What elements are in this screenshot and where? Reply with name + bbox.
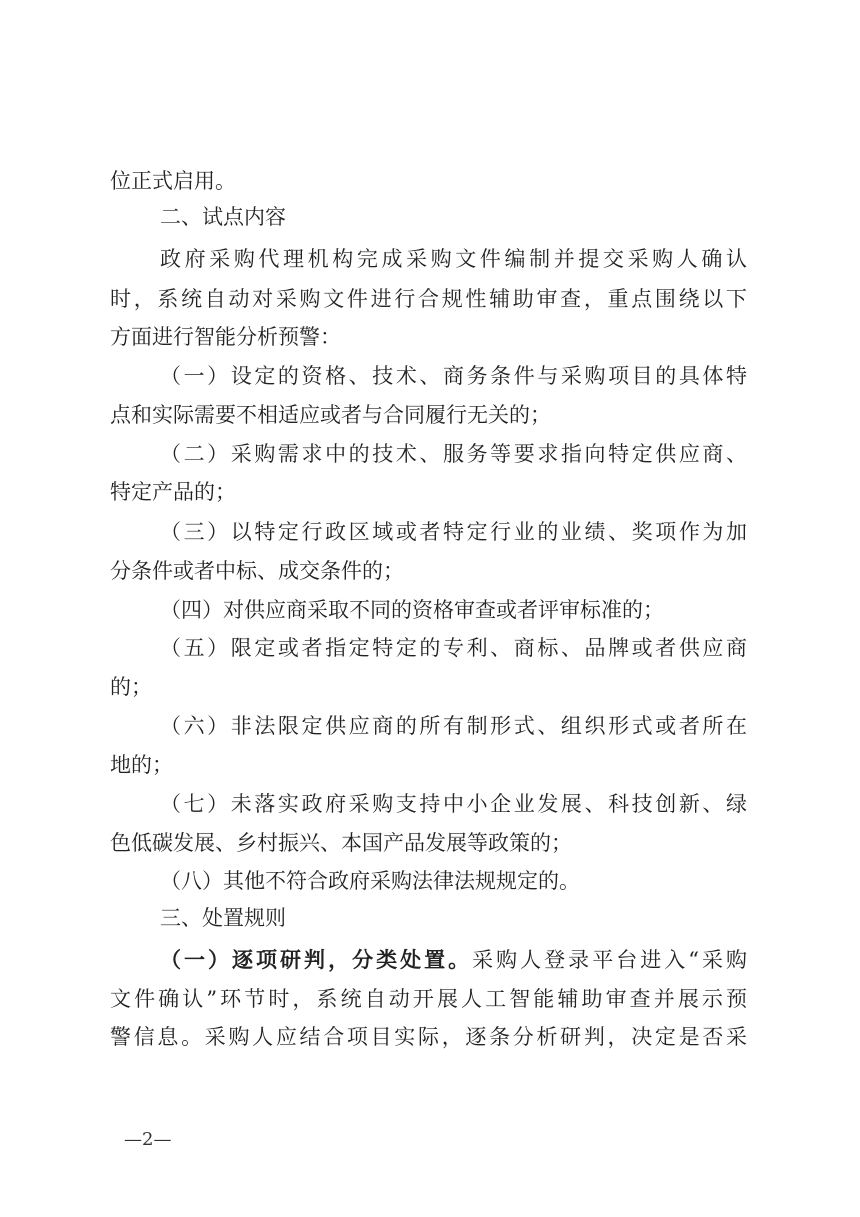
- text-segment: （三）以特定行政区域或者特定行业的业绩、奖项作为加: [160, 520, 747, 544]
- text-line: [110, 984, 747, 1014]
- text-segment: 方面进行智能分析预警：: [110, 325, 341, 349]
- text-line: [110, 322, 410, 352]
- list-item-3: [160, 517, 747, 547]
- list-item-7: [160, 789, 747, 819]
- text-segment: 点和实际需要不相适应或者与合同履行无关的；: [110, 403, 551, 427]
- text-line: [160, 244, 747, 274]
- text-segment: 警信息。采购人应结合项目实际，逐条分析研判，决定是否采: [110, 1025, 747, 1049]
- text-line: [110, 556, 470, 586]
- list-item-6: [160, 711, 747, 741]
- text-line: [160, 945, 747, 975]
- text-segment: 地的；: [110, 753, 173, 777]
- text-segment: （七）未落实政府采购支持中小企业发展、科技创新、绿: [160, 792, 747, 816]
- text-line: [110, 166, 310, 196]
- text-segment: （八）其他不符合政府采购法律法规规定的。: [160, 869, 580, 893]
- text-segment: （四）对供应商采取不同的资格审查或者评审标准的；: [160, 598, 664, 622]
- text-segment: （二）采购需求中的技术、服务等要求指向特定供应商、: [160, 442, 747, 466]
- section-heading: [160, 903, 360, 933]
- text-line: [110, 1022, 747, 1052]
- text-line: [110, 750, 210, 780]
- text-line: [110, 828, 610, 858]
- text-segment: 采购人登录平台进入“采购: [472, 948, 747, 972]
- text-segment: 文件确认”环节时，系统自动开展人工智能辅助审查并展示预: [110, 987, 747, 1011]
- text-segment: （六）非法限定供应商的所有制形式、组织形式或者所在: [160, 714, 747, 738]
- page-number: —2—: [124, 1129, 172, 1150]
- text-segment: （五）限定或者指定特定的专利、商标、品牌或者供应商: [160, 636, 747, 660]
- text-line: [110, 477, 310, 507]
- text-line: [110, 284, 747, 314]
- list-item-2: [160, 439, 747, 469]
- list-item-8: [160, 866, 747, 896]
- text-segment: （一）设定的资格、技术、商务条件与采购项目的具体特: [160, 364, 747, 388]
- list-item-4: [160, 595, 747, 625]
- text-segment: 的；: [110, 675, 152, 699]
- heading-text: 二、试点内容: [160, 205, 286, 229]
- text-segment: 政府采购代理机构完成采购文件编制并提交采购人确认: [160, 247, 747, 271]
- heading-text: 三、处置规则: [160, 906, 286, 930]
- text-segment: 时，系统自动对采购文件进行合规性辅助审查，重点围绕以下: [110, 287, 747, 311]
- text-line: [110, 400, 610, 430]
- text-segment: 色低碳发展、乡村振兴、本国产品发展等政策的；: [110, 831, 572, 855]
- section-heading: [160, 202, 360, 232]
- subheading-text: （一）逐项研判，分类处置。: [160, 948, 473, 972]
- text-line: [110, 672, 210, 702]
- list-item-1: [160, 361, 747, 391]
- list-item-5: [160, 633, 747, 663]
- text-segment: 特定产品的；: [110, 480, 236, 504]
- text-segment: 分条件或者中标、成交条件的；: [110, 559, 404, 583]
- text-segment: 位正式启用。: [110, 169, 236, 193]
